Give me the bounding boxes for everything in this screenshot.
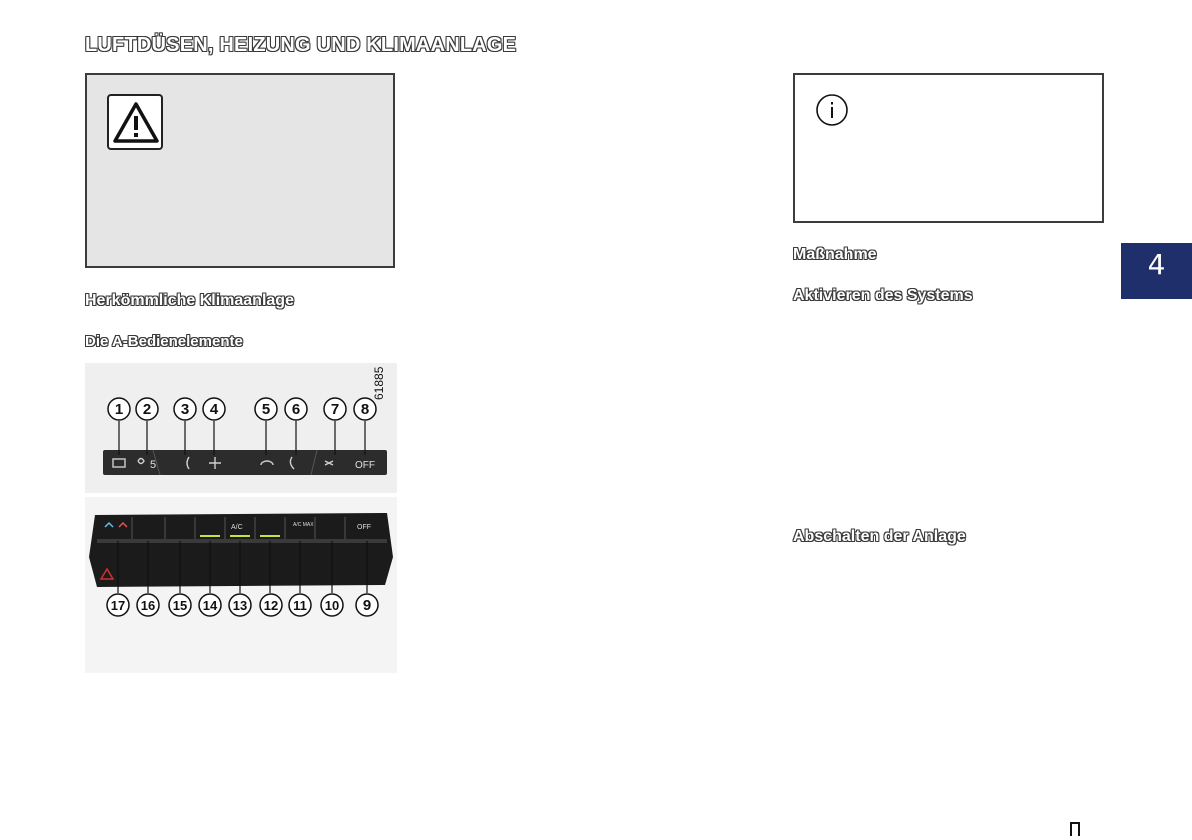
control-panel-figure-1: [85, 363, 397, 493]
callout-16: [136, 593, 160, 617]
callout-13: [228, 593, 252, 617]
svg-text:11: 11: [293, 598, 307, 613]
off-label: OFF: [355, 460, 375, 471]
svg-text:12: 12: [263, 598, 279, 613]
callout-3: [173, 397, 197, 421]
svg-text:10: 10: [324, 598, 340, 613]
info-box: [793, 73, 1104, 223]
warning-box: [85, 73, 395, 268]
callout-11: [288, 593, 312, 617]
page-marker-icon: [1070, 822, 1080, 836]
info-circle-icon: [815, 93, 849, 127]
svg-text:16: 16: [140, 598, 156, 613]
svg-text:2: 2: [142, 401, 152, 418]
section-heading: Herkömmliche Klimaanlage: [85, 292, 294, 309]
callout-10: [320, 593, 344, 617]
callout-9: [355, 593, 379, 617]
ac-max-label: A/C MAX: [293, 522, 314, 528]
svg-text:4: 4: [209, 401, 219, 418]
callout-1: [107, 397, 131, 421]
subsection-heading: Die A-Bedienelemente: [85, 333, 243, 350]
figure-id: 61885: [372, 366, 386, 400]
svg-text:6: 6: [291, 401, 301, 418]
ac-label: A/C: [231, 524, 243, 531]
callout-7: [323, 397, 347, 421]
svg-text:5: 5: [261, 401, 271, 418]
svg-text:1: 1: [114, 401, 124, 418]
svg-text:7: 7: [330, 401, 340, 418]
svg-text:8: 8: [360, 401, 370, 418]
chapter-tab[interactable]: [1121, 243, 1192, 299]
off-label-2: OFF: [357, 524, 371, 531]
callout-5: [254, 397, 278, 421]
svg-text:9: 9: [362, 597, 372, 614]
callout-17: [106, 593, 130, 617]
heading-activate: Aktivieren des Systems: [793, 287, 973, 304]
callout-6: [284, 397, 308, 421]
heading-measure: Maßnahme: [793, 246, 877, 263]
svg-text:13: 13: [232, 598, 248, 613]
callout-2: [135, 397, 159, 421]
chapter-number: 4: [1147, 248, 1166, 281]
fan-level-text: 5: [150, 459, 157, 471]
callout-15: [168, 593, 192, 617]
control-panel-figure-2: [85, 497, 397, 673]
svg-text:17: 17: [110, 598, 126, 613]
heading-shutdown: Abschalten der Anlage: [793, 528, 966, 545]
page-title: LUFTDÜSEN, HEIZUNG UND KLIMAANLAGE: [85, 34, 517, 56]
svg-text:3: 3: [180, 401, 190, 418]
callout-14: [198, 593, 222, 617]
warning-triangle-icon: [107, 94, 163, 150]
svg-text:14: 14: [202, 598, 218, 613]
svg-text:15: 15: [172, 598, 188, 613]
callout-8: [353, 397, 377, 421]
callout-4: [202, 397, 226, 421]
callout-12: [259, 593, 283, 617]
